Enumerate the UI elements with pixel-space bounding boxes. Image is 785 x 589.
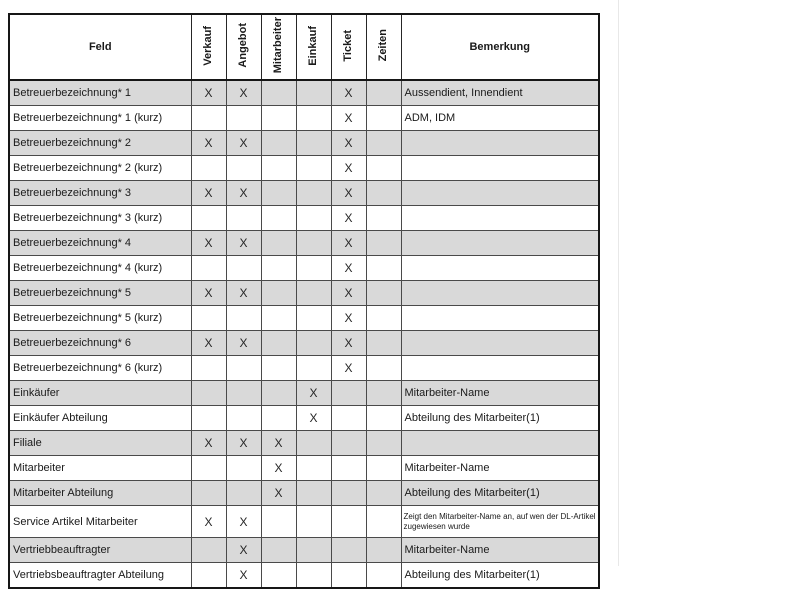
cell-mark-ticket: X <box>331 181 366 206</box>
column-header-zeiten <box>366 14 401 80</box>
cell-bemerkung: Aussendient, Innendient <box>401 80 599 106</box>
cell-feld: Betreuerbezeichnung* 3 (kurz) <box>9 206 191 231</box>
cell-mark-einkauf <box>296 181 331 206</box>
cell-feld: Service Artikel Mitarbeiter <box>9 506 191 538</box>
column-header-angebot <box>226 14 261 80</box>
cell-mark-verkauf: X <box>191 231 226 256</box>
cell-mark-verkauf: X <box>191 331 226 356</box>
cell-mark-einkauf <box>296 256 331 281</box>
cell-mark-mitarbeiter <box>261 206 296 231</box>
cell-mark-einkauf <box>296 156 331 181</box>
cell-mark-angebot: X <box>226 131 261 156</box>
cell-mark-angebot: X <box>226 563 261 589</box>
cell-mark-einkauf <box>296 131 331 156</box>
cell-feld: Vertriebsbeauftragter Abteilung <box>9 563 191 589</box>
cell-mark-mitarbeiter <box>261 538 296 563</box>
cell-mark-ticket <box>331 406 366 431</box>
cell-mark-zeiten <box>366 356 401 381</box>
cell-feld: Einkäufer Abteilung <box>9 406 191 431</box>
cell-mark-verkauf <box>191 256 226 281</box>
cell-mark-mitarbeiter <box>261 406 296 431</box>
cell-mark-ticket <box>331 381 366 406</box>
cell-mark-verkauf <box>191 406 226 431</box>
cell-bemerkung <box>401 156 599 181</box>
table-row <box>9 381 599 406</box>
cell-mark-ticket: X <box>331 256 366 281</box>
cell-mark-verkauf <box>191 481 226 506</box>
column-header-bemerkung <box>401 14 599 80</box>
cell-mark-einkauf: X <box>296 406 331 431</box>
cell-mark-angebot: X <box>226 331 261 356</box>
cell-feld: Einkäufer <box>9 381 191 406</box>
cell-mark-einkauf <box>296 231 331 256</box>
cell-mark-zeiten <box>366 131 401 156</box>
cell-bemerkung: Mitarbeiter-Name <box>401 456 599 481</box>
column-header-label: Ticket <box>342 29 354 62</box>
cell-mark-angebot <box>226 256 261 281</box>
cell-mark-zeiten <box>366 156 401 181</box>
cell-mark-mitarbeiter <box>261 306 296 331</box>
table-row <box>9 506 599 538</box>
cell-mark-angebot: X <box>226 231 261 256</box>
cell-feld: Betreuerbezeichnung* 2 (kurz) <box>9 156 191 181</box>
cell-mark-ticket <box>331 481 366 506</box>
cell-feld: Betreuerbezeichnung* 4 (kurz) <box>9 256 191 281</box>
cell-bemerkung: Mitarbeiter-Name <box>401 538 599 563</box>
cell-mark-ticket <box>331 563 366 589</box>
cell-mark-zeiten <box>366 538 401 563</box>
table-header-row <box>9 14 599 80</box>
cell-mark-einkauf <box>296 306 331 331</box>
cell-feld: Filiale <box>9 431 191 456</box>
column-header-feld <box>9 14 191 80</box>
cell-mark-verkauf <box>191 206 226 231</box>
cell-mark-mitarbeiter <box>261 131 296 156</box>
field-mapping-table <box>8 13 600 589</box>
cell-bemerkung: Abteilung des Mitarbeiter(1) <box>401 481 599 506</box>
cell-bemerkung <box>401 181 599 206</box>
cell-mark-angebot: X <box>226 181 261 206</box>
cell-mark-angebot: X <box>226 80 261 106</box>
cell-mark-mitarbeiter <box>261 256 296 281</box>
cell-mark-zeiten <box>366 481 401 506</box>
table-row <box>9 331 599 356</box>
cell-bemerkung <box>401 281 599 306</box>
cell-feld: Betreuerbezeichnung* 2 <box>9 131 191 156</box>
cell-mark-ticket <box>331 506 366 538</box>
column-header-label: Feld <box>88 41 112 53</box>
cell-feld: Betreuerbezeichnung* 1 <box>9 80 191 106</box>
cell-feld: Mitarbeiter <box>9 456 191 481</box>
column-header-label: Bemerkung <box>469 41 531 53</box>
cell-mark-zeiten <box>366 456 401 481</box>
cell-feld: Mitarbeiter Abteilung <box>9 481 191 506</box>
cell-mark-ticket: X <box>331 331 366 356</box>
cell-mark-einkauf <box>296 538 331 563</box>
cell-mark-ticket: X <box>331 306 366 331</box>
cell-mark-zeiten <box>366 381 401 406</box>
cell-mark-mitarbeiter: X <box>261 481 296 506</box>
cell-mark-mitarbeiter <box>261 231 296 256</box>
table-row <box>9 231 599 256</box>
cell-mark-ticket <box>331 538 366 563</box>
cell-feld: Betreuerbezeichnung* 6 <box>9 331 191 356</box>
column-header-label: Angebot <box>237 23 249 68</box>
cell-bemerkung: Abteilung des Mitarbeiter(1) <box>401 563 599 589</box>
cell-bemerkung: Abteilung des Mitarbeiter(1) <box>401 406 599 431</box>
cell-feld: Betreuerbezeichnung* 1 (kurz) <box>9 106 191 131</box>
cell-mark-verkauf: X <box>191 431 226 456</box>
cell-mark-angebot <box>226 106 261 131</box>
cell-mark-einkauf <box>296 331 331 356</box>
column-header-einkauf <box>296 14 331 80</box>
cell-mark-verkauf: X <box>191 131 226 156</box>
cell-mark-ticket: X <box>331 356 366 381</box>
cell-mark-angebot: X <box>226 281 261 306</box>
cell-mark-verkauf: X <box>191 506 226 538</box>
cell-mark-einkauf: X <box>296 381 331 406</box>
cell-mark-mitarbeiter: X <box>261 431 296 456</box>
cell-mark-ticket <box>331 431 366 456</box>
table-row <box>9 206 599 231</box>
cell-mark-mitarbeiter <box>261 106 296 131</box>
column-header-label: Verkauf <box>202 25 214 66</box>
cell-mark-verkauf <box>191 381 226 406</box>
column-header-label: Einkauf <box>307 25 319 66</box>
cell-mark-angebot <box>226 156 261 181</box>
cell-mark-zeiten <box>366 281 401 306</box>
cell-mark-mitarbeiter <box>261 181 296 206</box>
cell-mark-angebot <box>226 306 261 331</box>
cell-mark-angebot <box>226 456 261 481</box>
cell-mark-verkauf <box>191 356 226 381</box>
cell-mark-einkauf <box>296 356 331 381</box>
cell-mark-einkauf <box>296 506 331 538</box>
table-row <box>9 563 599 589</box>
cell-mark-angebot: X <box>226 431 261 456</box>
cell-bemerkung <box>401 206 599 231</box>
cell-mark-zeiten <box>366 80 401 106</box>
cell-mark-zeiten <box>366 506 401 538</box>
cell-mark-verkauf <box>191 106 226 131</box>
cell-mark-verkauf <box>191 156 226 181</box>
table-row <box>9 356 599 381</box>
column-header-ticket <box>331 14 366 80</box>
cell-mark-angebot: X <box>226 538 261 563</box>
cell-mark-mitarbeiter <box>261 381 296 406</box>
cell-mark-zeiten <box>366 406 401 431</box>
cell-mark-einkauf <box>296 431 331 456</box>
cell-bemerkung <box>401 331 599 356</box>
cell-mark-einkauf <box>296 206 331 231</box>
cell-mark-einkauf <box>296 481 331 506</box>
cell-mark-angebot <box>226 481 261 506</box>
cell-mark-zeiten <box>366 431 401 456</box>
cell-mark-zeiten <box>366 231 401 256</box>
cell-mark-mitarbeiter: X <box>261 456 296 481</box>
cell-bemerkung: ADM, IDM <box>401 106 599 131</box>
table-row <box>9 156 599 181</box>
panel-divider <box>618 0 619 566</box>
cell-mark-angebot <box>226 381 261 406</box>
cell-bemerkung <box>401 356 599 381</box>
cell-mark-angebot <box>226 406 261 431</box>
cell-bemerkung <box>401 306 599 331</box>
cell-mark-angebot <box>226 356 261 381</box>
cell-feld: Vertriebbeauftragter <box>9 538 191 563</box>
cell-feld: Betreuerbezeichnung* 6 (kurz) <box>9 356 191 381</box>
cell-bemerkung <box>401 256 599 281</box>
cell-mark-verkauf: X <box>191 281 226 306</box>
table-row <box>9 80 599 106</box>
cell-mark-mitarbeiter <box>261 156 296 181</box>
cell-feld: Betreuerbezeichnung* 5 (kurz) <box>9 306 191 331</box>
table-row <box>9 281 599 306</box>
cell-feld: Betreuerbezeichnung* 4 <box>9 231 191 256</box>
table-row <box>9 131 599 156</box>
column-header-mitarbeiter <box>261 14 296 80</box>
cell-mark-einkauf <box>296 563 331 589</box>
cell-mark-zeiten <box>366 331 401 356</box>
cell-mark-mitarbeiter <box>261 80 296 106</box>
cell-bemerkung: Mitarbeiter-Name <box>401 381 599 406</box>
cell-bemerkung <box>401 231 599 256</box>
cell-mark-verkauf <box>191 306 226 331</box>
cell-mark-zeiten <box>366 206 401 231</box>
column-header-verkauf <box>191 14 226 80</box>
cell-mark-zeiten <box>366 106 401 131</box>
cell-mark-ticket: X <box>331 131 366 156</box>
cell-mark-einkauf <box>296 106 331 131</box>
table-row <box>9 256 599 281</box>
table-row <box>9 456 599 481</box>
cell-mark-ticket: X <box>331 206 366 231</box>
cell-mark-verkauf <box>191 563 226 589</box>
cell-mark-mitarbeiter <box>261 281 296 306</box>
cell-bemerkung <box>401 431 599 456</box>
cell-mark-angebot <box>226 206 261 231</box>
table-row <box>9 306 599 331</box>
cell-mark-ticket <box>331 456 366 481</box>
column-header-label: Mitarbeiter <box>272 17 284 74</box>
cell-mark-einkauf <box>296 456 331 481</box>
cell-mark-verkauf <box>191 538 226 563</box>
column-header-label: Zeiten <box>377 29 389 62</box>
cell-mark-ticket: X <box>331 281 366 306</box>
cell-mark-zeiten <box>366 563 401 589</box>
cell-bemerkung <box>401 131 599 156</box>
cell-mark-verkauf <box>191 456 226 481</box>
cell-mark-mitarbeiter <box>261 506 296 538</box>
cell-mark-ticket: X <box>331 156 366 181</box>
cell-feld: Betreuerbezeichnung* 5 <box>9 281 191 306</box>
cell-mark-einkauf <box>296 80 331 106</box>
cell-feld: Betreuerbezeichnung* 3 <box>9 181 191 206</box>
table-row <box>9 431 599 456</box>
cell-mark-mitarbeiter <box>261 356 296 381</box>
cell-mark-verkauf: X <box>191 80 226 106</box>
cell-mark-ticket: X <box>331 80 366 106</box>
cell-mark-verkauf: X <box>191 181 226 206</box>
cell-mark-zeiten <box>366 256 401 281</box>
cell-mark-ticket: X <box>331 106 366 131</box>
cell-mark-mitarbeiter <box>261 331 296 356</box>
cell-mark-mitarbeiter <box>261 563 296 589</box>
table-row <box>9 406 599 431</box>
cell-mark-zeiten <box>366 306 401 331</box>
cell-mark-angebot: X <box>226 506 261 538</box>
table-row <box>9 538 599 563</box>
table-row <box>9 106 599 131</box>
cell-mark-zeiten <box>366 181 401 206</box>
cell-mark-einkauf <box>296 281 331 306</box>
cell-mark-ticket: X <box>331 231 366 256</box>
table-row <box>9 181 599 206</box>
cell-bemerkung: Zeigt den Mitarbeiter-Name an, auf wen der DL-Artikel zugewiesen wurde <box>401 506 599 538</box>
table-row <box>9 481 599 506</box>
